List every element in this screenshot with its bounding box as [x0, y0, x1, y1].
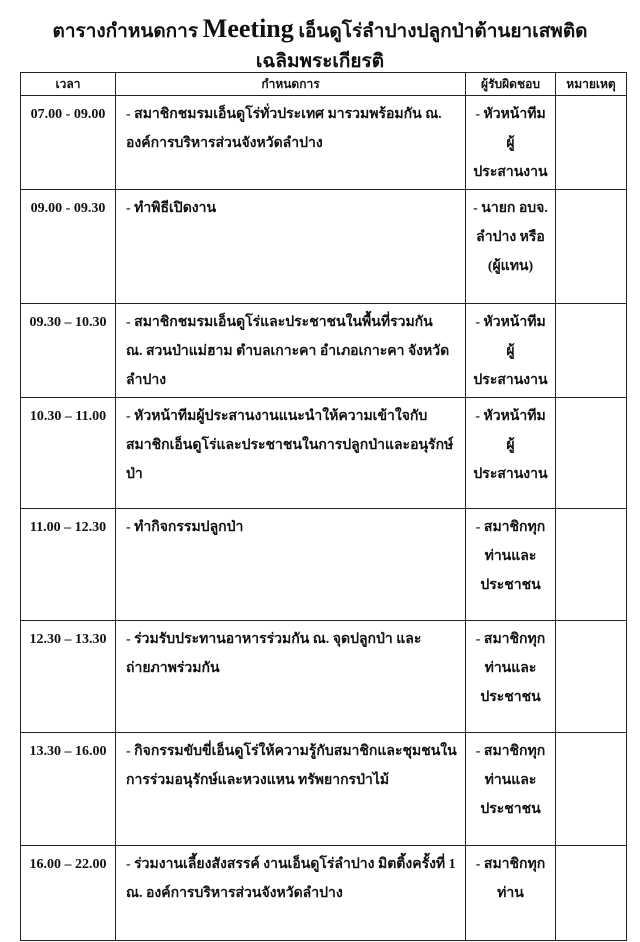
activity-line: - สมาชิกชมรมเอ็นดูโร่และประชาชนในพื้นที่รวมกัน — [126, 315, 433, 330]
responsible-cell — [466, 621, 556, 733]
note-cell — [556, 304, 627, 398]
activity-line: - ร่วมงานเลี้ยงสังสรรค์ งานเอ็นดูโร่ลำปาง มิตติ้งครั้งที่ 1 — [126, 857, 456, 872]
table-row — [21, 509, 627, 621]
note-cell — [556, 621, 627, 733]
note-cell — [556, 96, 627, 190]
time-cell — [21, 733, 116, 846]
time-text: 11.00 – 12.30 — [29, 520, 107, 535]
table-row — [21, 398, 627, 509]
responsible-line: ประสานงาน — [473, 467, 548, 482]
title-prefix: ตารางกำหนดการ — [52, 21, 199, 42]
table-row — [21, 304, 627, 398]
title-en: Meeting — [202, 14, 294, 43]
table-row — [21, 621, 627, 733]
header-time: เวลา — [21, 73, 116, 96]
responsible-line: ประสานงาน — [473, 373, 548, 388]
time-text: 10.30 – 11.00 — [29, 409, 107, 424]
title-suffix: เอ็นดูโร่ลำปางปลูกป่าต้านยาเสพติดเฉลิมพระเกียรติ — [255, 21, 588, 72]
activity-line: - ทำกิจกรรมปลูกป่า — [126, 520, 244, 535]
responsible-line: ท่าน — [497, 886, 524, 901]
time-cell — [21, 509, 116, 621]
responsible-cell — [466, 96, 556, 190]
time-cell — [21, 621, 116, 733]
responsible-cell — [466, 398, 556, 509]
time-text: 09.00 - 09.30 — [30, 201, 106, 216]
schedule-table — [20, 72, 627, 941]
responsible-cell — [466, 304, 556, 398]
responsible-line: - นายก อบจ. — [473, 201, 548, 216]
responsible-line: ประชาชน — [480, 802, 541, 817]
time-cell — [21, 190, 116, 304]
note-cell — [556, 190, 627, 304]
responsible-cell — [466, 190, 556, 304]
header-row — [21, 73, 627, 96]
page-title — [0, 14, 640, 76]
responsible-line: ลำปาง หรือ — [476, 230, 545, 245]
time-cell — [21, 846, 116, 941]
activity-line: การร่วมอนุรักษ์และหวงแหน ทรัพยากรป่าไม้ — [126, 773, 390, 788]
note-cell — [556, 398, 627, 509]
note-cell — [556, 509, 627, 621]
responsible-line: - สมาชิกทุก — [475, 857, 546, 872]
time-text: 13.30 – 16.00 — [29, 744, 107, 759]
activity-line: ลำปาง — [126, 373, 167, 388]
note-cell — [556, 733, 627, 846]
time-text: 16.00 – 22.00 — [29, 857, 107, 872]
responsible-cell — [466, 733, 556, 846]
activity-cell — [116, 398, 466, 509]
time-text: 07.00 - 09.00 — [30, 107, 106, 122]
activity-line: องค์การบริหารส่วนจังหวัดลำปาง — [126, 136, 323, 151]
activity-line: - สมาชิกชมรมเอ็นดูโร่ทั่วประเทศ มารวมพร้อมกัน ณ. — [126, 107, 442, 122]
activity-cell — [116, 733, 466, 846]
activity-cell — [116, 509, 466, 621]
activity-line: ณ. สวนป่าแม่ฮาม ตำบลเกาะคา อำเภอเกาะคา จังหวัด — [126, 344, 450, 359]
note-cell — [556, 846, 627, 941]
activity-cell — [116, 96, 466, 190]
responsible-line: - หัวหน้าทีมผู้ — [475, 409, 546, 453]
header-responsible: ผู้รับผิดชอบ — [466, 73, 556, 96]
responsible-line: ประชาชน — [480, 578, 541, 593]
activity-cell — [116, 621, 466, 733]
time-cell — [21, 96, 116, 190]
activity-cell — [116, 304, 466, 398]
responsible-line: ประชาชน — [480, 690, 541, 705]
responsible-line: - หัวหน้าทีมผู้ — [475, 315, 546, 359]
activity-line: ถ่ายภาพร่วมกัน — [126, 661, 220, 676]
responsible-line: - สมาชิกทุก — [475, 632, 546, 647]
responsible-line: (ผู้แทน) — [487, 259, 534, 274]
activity-line: สมาชิกเอ็นดูโร่และประชาชนในการปลูกป่าและอนุรักษ์ป่า — [126, 438, 454, 482]
responsible-line: - สมาชิกทุก — [475, 520, 546, 535]
activity-line: - หัวหน้าทีมผู้ประสานงานแนะนำให้ความเข้าใจกับ — [126, 409, 428, 424]
table-row — [21, 96, 627, 190]
table-row — [21, 733, 627, 846]
responsible-cell — [466, 509, 556, 621]
table-row — [21, 846, 627, 941]
header-activity: กำหนดการ — [116, 73, 466, 96]
time-cell — [21, 304, 116, 398]
activity-cell — [116, 846, 466, 941]
responsible-line: ท่านและ — [484, 549, 537, 564]
time-cell — [21, 398, 116, 509]
responsible-line: - หัวหน้าทีมผู้ — [475, 107, 546, 151]
activity-cell — [116, 190, 466, 304]
time-text: 09.30 – 10.30 — [29, 315, 107, 330]
time-text: 12.30 – 13.30 — [29, 632, 107, 647]
responsible-cell — [466, 846, 556, 941]
responsible-line: - สมาชิกทุก — [475, 744, 546, 759]
activity-line: - กิจกรรมขับขี่เอ็นดูโร่ให้ความรู้กับสมาชิกและชุมชนใน — [126, 744, 457, 759]
table-row — [21, 190, 627, 304]
header-note: หมายเหตุ — [556, 73, 627, 96]
activity-line: - ร่วมรับประทานอาหารร่วมกัน ณ. จุดปลูกป่า และ — [126, 632, 422, 647]
responsible-line: ท่านและ — [484, 661, 537, 676]
responsible-line: ท่านและ — [484, 773, 537, 788]
activity-line: ณ. องค์การบริหารส่วนจังหวัดลำปาง — [126, 886, 343, 901]
activity-line: - ทำพิธีเปิดงาน — [126, 201, 217, 216]
responsible-line: ประสานงาน — [473, 165, 548, 180]
